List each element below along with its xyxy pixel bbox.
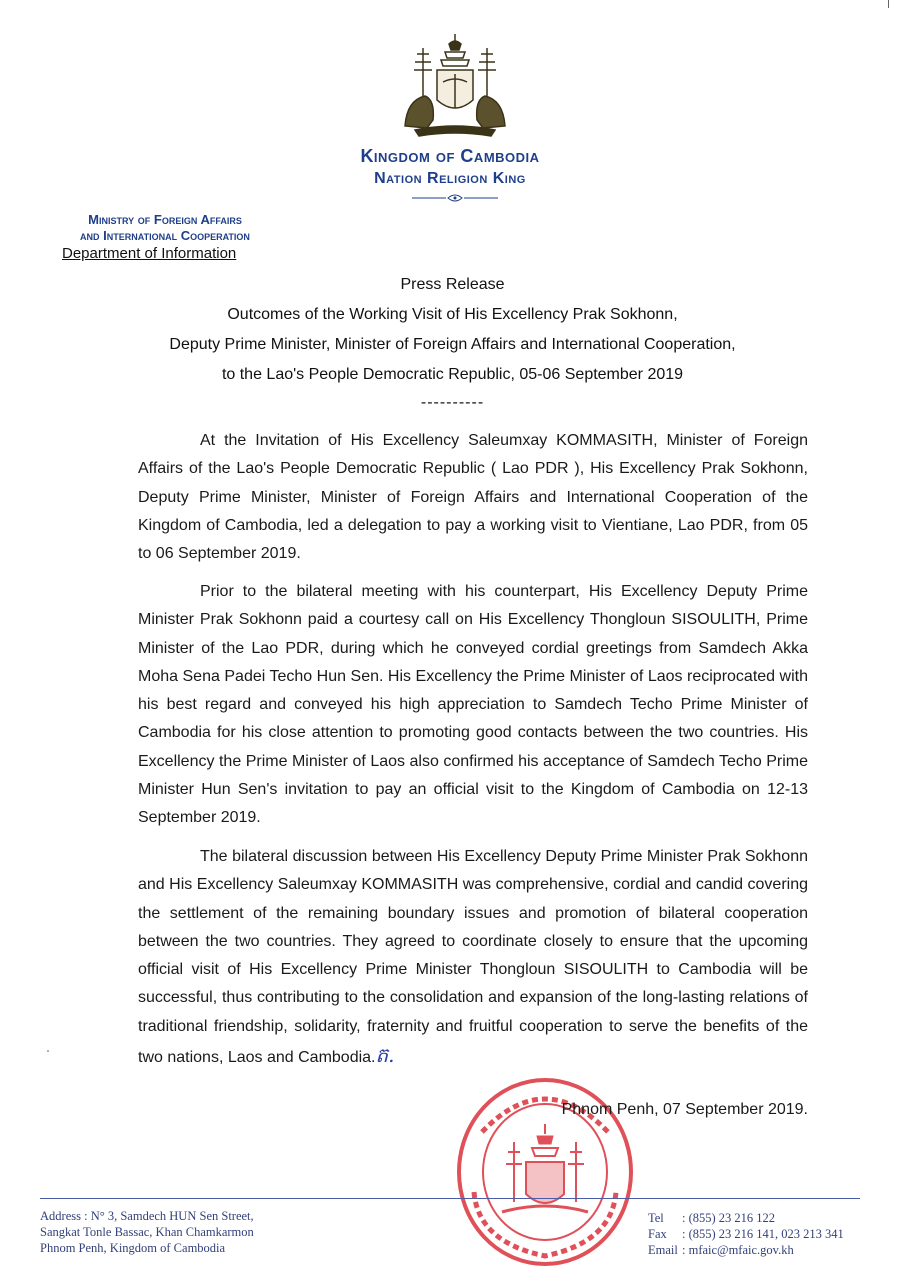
footer-contact: [648, 1210, 844, 1258]
title-separator: ----------: [420, 394, 485, 411]
email-value: : mfaic@mfaic.gov.kh: [682, 1243, 794, 1257]
ministry-line-2: and International Cooperation: [80, 228, 250, 243]
kingdom-heading: Kingdom of Cambodia: [360, 146, 540, 166]
paragraph-3-text: The bilateral discussion between His Excellency Deputy Prime Minister Prak Sokhonn and His Excellency Saleumxay KOMMASITH was comprehensive, cordial and candid covering the settlement of the remaining boundary issues and promotion of bilateral cooperation between the two countries. They agreed to coordinate closely to ensure that the upcoming official visit of His Excellency Prime Minister Thongloun SISOULITH to Cambodia will be successful, thus contributing to the consolidation and expansion of the long-lasting relations of traditional friendship, solidarity, fraternity and fruitful cooperation to serve the benefits of the two nations, Laos and Cambodia.: [138, 848, 808, 1067]
tel-row: [648, 1210, 844, 1226]
address-line-3: Phnom Penh, Kingdom of Cambodia: [40, 1241, 226, 1255]
title-line-3: to the Lao's People Democratic Republic, 05-06 September 2019: [221, 366, 684, 383]
fax-label: Fax: [648, 1227, 667, 1241]
ministry-line-1: Ministry of Foreign Affairs: [88, 212, 242, 227]
address-line-2: Sangkat Tonle Bassac, Khan Chamkarmon: [40, 1225, 254, 1239]
date-line: Phnom Penh, 07 September 2019.: [561, 1101, 808, 1118]
motto-heading: Nation Religion King: [374, 170, 526, 187]
page-corner-mark: [878, 0, 889, 8]
scan-speck: [47, 1050, 49, 1052]
paragraph-3: [138, 843, 808, 1072]
title-line-2: Deputy Prime Minister, Minister of Foreign Affairs and International Cooperation,: [169, 336, 736, 353]
tel-value: : (855) 23 216 122: [682, 1211, 776, 1225]
email-row: [648, 1242, 844, 1258]
paragraph-1: At the Invitation of His Excellency Saleumxay KOMMASITH, Minister of Foreign Affairs of the Lao's People Democratic Republic ( Lao PDR ), His Excellency Prak Sokhonn, Deputy Prime Minister, Minister of Foreign Affairs and International Cooperation of the Kingdom of Cambodia, led a delegation to pay a working visit to Vientiane, Lao PDR, from 05 to 06 September 2019.: [138, 432, 808, 563]
royal-coat-of-arms-icon: [395, 30, 515, 138]
email-label: Email: [648, 1243, 678, 1257]
ministry-name: [40, 212, 290, 244]
document-type: Press Release: [400, 276, 505, 293]
department-name: Department of Information: [62, 245, 237, 262]
tel-label: Tel: [648, 1211, 664, 1225]
handwritten-initial: ត.: [375, 1043, 395, 1068]
footer-address: [40, 1208, 254, 1256]
address-line-1: Address : N° 3, Samdech HUN Sen Street,: [40, 1209, 254, 1223]
decorative-divider-icon: [410, 193, 500, 203]
fax-value: : (855) 23 216 141, 023 213 341: [682, 1227, 844, 1241]
title-line-1: Outcomes of the Working Visit of His Excellency Prak Sokhonn,: [227, 306, 678, 323]
fax-row: [648, 1226, 844, 1242]
footer-divider: [40, 1198, 860, 1199]
paragraph-2: Prior to the bilateral meeting with his counterpart, His Excellency Deputy Prime Minister Prak Sokhonn paid a courtesy call on His Excellency Thongloun SISOULITH, Prime Minister of the Lao PDR, during which he conveyed cordial greetings from Samdech Akka Moha Sena Padei Techo Hun Sen. His Excellency the Prime Minister of Laos reciprocated with his best regard and conveyed his high appreciation to Samdech Techo Prime Minister of Cambodia for his close attention to promoting good contacts between the two countries. His Excellency the Prime Minister of Laos also confirmed his acceptance of Samdech Techo Prime Minister Hun Sen's invitation to pay an official visit to the Kingdom of Cambodia on 12-13 September 2019.: [138, 583, 808, 827]
